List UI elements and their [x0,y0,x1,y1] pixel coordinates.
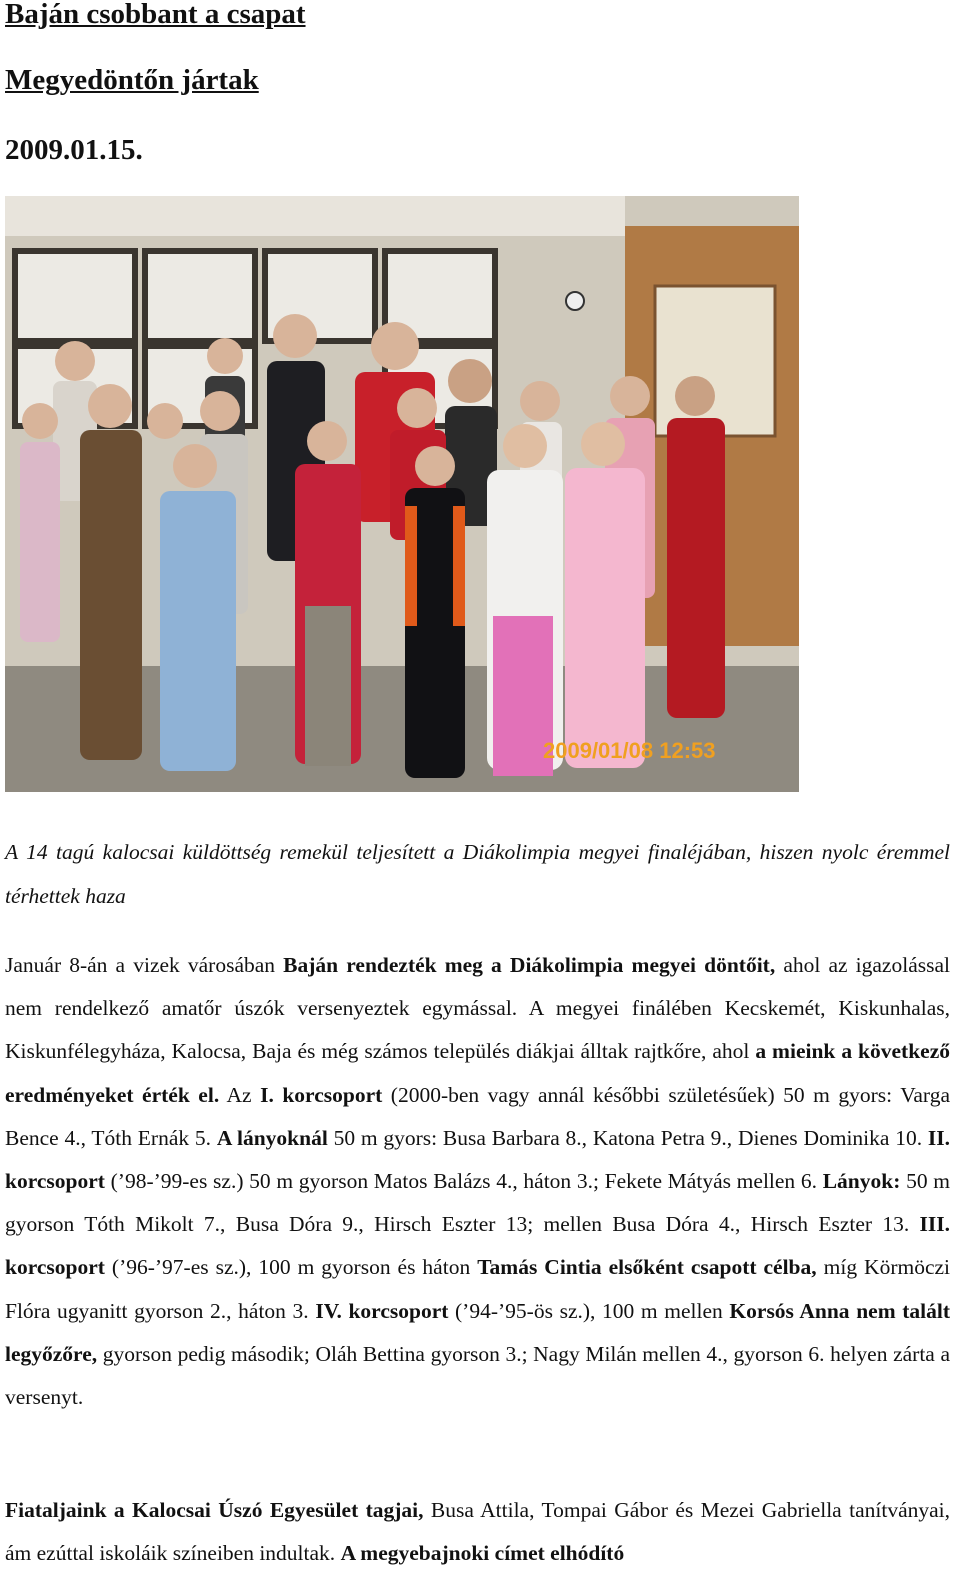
text-run: (’98-’99-es sz.) 50 m gyorson Matos Balázs 4., háton 3.; Fekete Mátyás mellen 6. [104,1169,823,1194]
article-paragraph-2 [5,1489,950,1575]
bold-text-run: A lányoknál [216,1125,328,1150]
text-run: Január 8-án a vizek városában [5,953,284,977]
team-photo [5,196,799,792]
bold-text-run: A megyebajnoki címet elhódító [340,1541,625,1566]
bold-text-run: I. korcsoport [260,1082,383,1107]
text-run: Busa Attila, Tompai Gábor és Mezei Gabriella tanítványai, ám ezúttal iskoláik színeiben indultak. [5,1498,951,1566]
text-run: Az [219,1082,261,1107]
text-run: míg Körmöczi Flóra ugyanitt gyorson 2., háton 3. [5,1255,951,1323]
bold-text-run: Tamás Cintia elsőként csapott célba, [477,1255,817,1280]
text-run: (’94-’95-ös sz.), 100 m mellen [448,1298,730,1323]
article-subtitle: Megyedöntőn jártak [5,64,259,96]
article-title: Baján csobbant a csapat [5,0,306,30]
bold-text-run: Korsós Anna nem talált legyőzőre, [5,1298,951,1366]
text-run: 50 m gyorson Tóth Mikolt 7., Busa Dóra 9., Hirsch Eszter 13; mellen Busa Dóra 4., Hirsch Eszter 13. [5,1169,950,1237]
bold-text-run: Lányok: [822,1169,901,1194]
bold-text-run: Baján rendezték meg a Diákolimpia megyei döntőit, [283,953,776,977]
text-run: ahol az igazolással nem rendelkező amatőr úszók versenyeztek egymással. A megyei finálében Kecskemét, Kiskunhalas, Kiskunfélegyháza, Kalocsa, Baja és még számos település diákjai álltak rajtkőre, ahol [5,953,950,1064]
bold-text-run: Fiataljaink a Kalocsai Úszó Egyesület tagjai, [5,1498,424,1522]
article-paragraph-1 [5,944,950,1419]
text-run: (’96-’97-es sz.), 100 m gyorson és háton [104,1255,478,1280]
bold-text-run: a mieink a következő eredményeket érték el. [5,1039,950,1107]
text-run: (2000-ben vagy annál későbbi születésűek) 50 m gyors: Varga Bence 4., Tóth Ernák 5. [5,1082,950,1150]
team-photo-illustration [5,196,799,792]
article-lead: A 14 tagú kalocsai küldöttség remekül teljesített a Diákolimpia megyei finaléjában, hiszen nyolc éremmel térhettek haza [5,840,950,908]
text-run: gyorson pedig második; Oláh Bettina gyorson 3.; Nagy Milán mellen 4., gyorson 6. helyen zárta a versenyt. [5,1341,950,1410]
bold-text-run: II. korcsoport [5,1125,950,1194]
article-date: 2009.01.15. [5,134,143,166]
bold-text-run: III. korcsoport [5,1212,950,1280]
text-run: 50 m gyors: Busa Barbara 8., Katona Petra 9., Dienes Dominika 10. [327,1125,928,1150]
photo-timestamp: 2009/01/08 12:53 [543,738,716,763]
bold-text-run: IV. korcsoport [315,1298,449,1323]
